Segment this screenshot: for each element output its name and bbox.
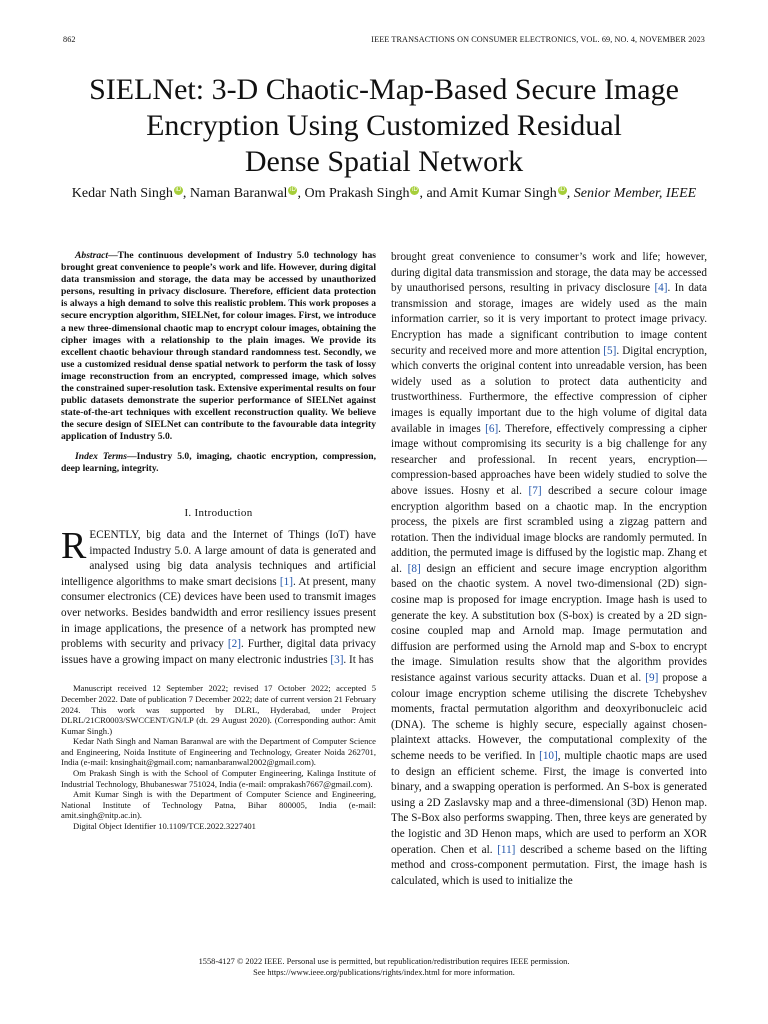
abstract-label: Abstract — [75, 250, 109, 261]
author-name: Kedar Nath Singh — [71, 186, 173, 201]
citation-link[interactable]: [5] — [603, 344, 617, 357]
body-text: design an efficient and secure image encryption algorithm based on the chaotic system. A novel two-dimensional (2D) sign-cosine map is proposed for image encryption. Image hash is used to generate the key. A substitution box (S-box) is created by a 2D sign-cosine coupled map and Arnold map. Image permutation and diffusion are performed using the Arnold map and S-box to encrypt the image. Simulation results show that the algorithm provides resistance against various security attacks. Duan et al. — [391, 562, 708, 685]
orcid-icon[interactable]: iD — [290, 187, 296, 193]
footnote: Amit Kumar Singh is with the Department of Computer Science and Engineering, National Institute of Technology Patna, Bihar 800005, India (e-mail: amit.singh@nitp.ac.in). — [61, 789, 376, 821]
citation-link[interactable]: [8] — [407, 562, 421, 575]
drop-cap: R — [61, 524, 87, 567]
right-column — [391, 250, 707, 889]
footnotes — [61, 683, 376, 831]
index-terms-label: Index Terms — [75, 450, 127, 462]
author-name: , Om Prakash Singh — [297, 186, 410, 201]
author-membership: , Senior Member, IEEE — [566, 186, 697, 201]
abstract — [61, 250, 376, 444]
citation-link[interactable]: [1] — [279, 575, 293, 588]
citation-link[interactable]: [4] — [654, 282, 668, 295]
citation-link[interactable]: [10] — [539, 750, 558, 762]
intro-text: ECENTLY, big data and the Internet of Things (IoT) have impacted Industry 5.0. A large amount of data is generated and analysed using big data analysis techniques and artificial intelligence algorithms to make smart decisions — [61, 528, 376, 588]
author-name: , and Amit Kumar Singh — [419, 186, 557, 201]
orcid-icon[interactable]: iD — [559, 187, 566, 193]
index-terms — [61, 451, 376, 475]
copyright-line: 1558-4127 © 2022 IEEE. Personal use is permitted, but republication/redistribution requires IEEE permission. — [198, 957, 570, 966]
citation-link[interactable]: [6] — [485, 422, 499, 435]
left-column — [61, 250, 376, 832]
doi: Digital Object Identifier 10.1109/TCE.2022.3227401 — [73, 821, 256, 832]
body-text: . Digital encryption, which converts the original content into unreadable version, has been widely used as a solution to protect data authenticity and trustworthiness. Furthermore, the effective compression of cipher images is equally important due to the high volume of digital data available in images — [391, 344, 707, 435]
citation-link[interactable]: [2] — [227, 638, 241, 651]
footnote: Kedar Nath Singh and Naman Baranwal are with the Department of Computer Science and Engineering, Noida Institute of Engineering and Technology, Greater Noida 262701, India (e-mail: knsinghait@gmail.com; namanbaranwal2002@gmail.com). — [61, 736, 376, 768]
title-line: Dense Spatial Network — [244, 145, 524, 178]
title-line: SIELNet: 3-D Chaotic-Map-Based Secure Image — [89, 73, 679, 106]
citation-link[interactable]: [9] — [645, 672, 659, 685]
rights-link-line[interactable]: See https://www.ieee.org/publications/rights/index.html for more information. — [253, 968, 515, 977]
section-heading: I. Introduction — [184, 506, 253, 519]
intro-text: . Further, digital data privacy issues have a growing impact on many electronic industries — [61, 638, 376, 666]
footnote: Om Prakash Singh is with the School of Computer Engineering, Kalinga Institute of Industrial Technology, Bhubaneswar 751024, India (e-mail: omprakash7667@gmail.com). — [61, 768, 376, 789]
author-name: , Naman Baranwal — [182, 186, 288, 201]
intro-paragraph — [61, 524, 376, 668]
intro-text: . It has — [343, 653, 374, 666]
body-paragraph — [391, 250, 707, 889]
abstract-text: —The continuous development of Industry 5.0 technology has brought great convenience to people’s work and life. However, during digital data transmission and storage, the data may be accessed by unauthorized persons, resulting in privacy disclosure. Therefore, efficient data protection is always a high demand to solve this realistic problem. This work proposes a secure encryption algorithm, SIELNet, for colour images. First, we introduce a new three-dimensional chaotic map to encrypt colour images, obtaining the cipher images with a relationship to the plain images. We provide its excellent chaotic behaviour through standard randomness test. Secondly, we use a customized residual dense spatial network to perform the task of lossy image reconstruction from an encrypted, compressed image, which solves the constrained super-resolution task. Extensive experimental results on four public datasets demonstrate the superior performance of SIELNet against state-of-the-art techniques with excellent reconstruction quality. We believe the secure design of SIELNet can contribute to the favourable data integrity application of Industry 5.0. — [61, 250, 376, 443]
citation-link[interactable]: [11] — [497, 843, 516, 856]
citation-link[interactable]: [3] — [330, 653, 344, 666]
intro-text: . At present, many consumer electronics (CE) devices have been used to transmit images over networks. Besides bandwidth and error resiliency issues present in image applications, the presence of a network has prompted new problems with security and privacy — [61, 575, 376, 651]
title-line: Encryption Using Customized Residual — [146, 109, 622, 142]
page-number: 862 — [63, 35, 76, 44]
body-text: described a scheme based on the lifting method and cross-component permutation. First, the image hash is calculated, which is used to initialize the — [391, 843, 707, 887]
orcid-icon[interactable]: iD — [175, 187, 182, 193]
footnote: Manuscript received 12 September 2022; revised 17 October 2022; accepted 5 December 2022. Date of publication 7 December 2022; date of current version 21 February 2024. This work was supported by DLRL, Hyderabad, under Project DLRL/21CR0003/SWCCENT/GN/LP (dt. 29 August 2020). (Corresponding author: Amit Kumar Singh.) — [61, 683, 376, 736]
body-text: . In data transmission and storage, images are widely used as the main information carrier, so it is very important to protect image privacy. Encryption has made a significant contribution to image content security and received more and more attention — [391, 282, 708, 357]
index-terms-text: —Industry 5.0, imaging, chaotic encryption, compression, deep learning, integrity. — [61, 450, 376, 474]
journal-name: IEEE TRANSACTIONS ON CONSUMER ELECTRONICS, VOL. 69, NO. 4, NOVEMBER 2023 — [371, 35, 705, 44]
orcid-icon[interactable]: iD — [412, 187, 418, 193]
body-text: brought great convenience to consumer’s work and life; however, during digital data transmission and storage, the data may be accessed by unauthorised persons, resulting in privacy disclosure — [391, 251, 707, 295]
body-text: . Therefore, effectively compressing a cipher image without compromising its security is a big challenge for any researcher and professional. In recent years, encryption—compression-based approaches have been widely studied to solve the above issues. Hosny et al. — [391, 422, 708, 497]
body-text: , multiple chaotic maps are used to design an efficient scheme. First, the image is converted into binary, and a swapping operation is performed. An S-box is generated using a 2D Zaslavsky map and a three-dimensional (3D) Henon map. The S-Box also performs swapping. Then, three keys are generated by the logistic and 3D Henon maps, which are used to perform an XOR operation. Chen et al. — [391, 750, 707, 856]
author-list — [30, 186, 738, 202]
body-text: propose a colour image encryption scheme utilising the discrete Tchebyshev moments, fractal permutation algorithm and deoxyribonucleic acid (DNA). The scheme is highly secure, especially against chosen-plaintext attacks. However, the computational complexity of the scheme needs to be verified. In — [391, 672, 707, 762]
copyright-footer — [0, 956, 768, 978]
body-text: described a secure colour image encryption algorithm based on a chaotic map. In the encryption process, the pixels are first scrambled using a zigzag pattern and rotation. Then the individual image blocks are randomly permuted. In addition, the permuted image is diffused by the logistic map. Zhang et al. — [391, 484, 707, 575]
paper-title — [40, 72, 728, 180]
citation-link[interactable]: [7] — [528, 484, 542, 497]
